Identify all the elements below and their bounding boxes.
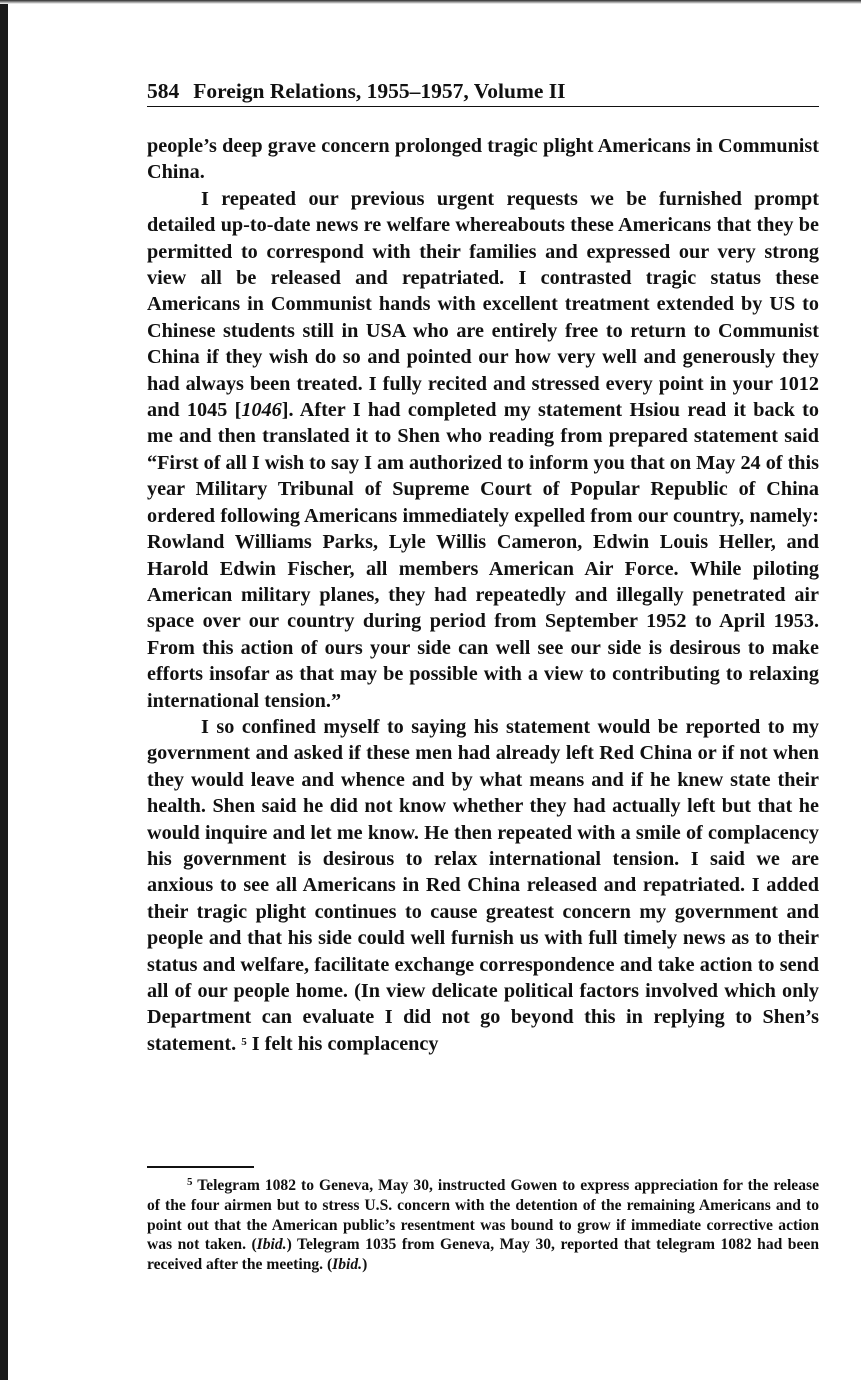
footnote-marker: 5: [187, 1176, 193, 1188]
paragraph-3-text-a: I so confined myself to saying his statement would be reported to my government and asked if these men had already left Red China or if not when they would leave and whence and by what means and if he knew state their health. Shen said he did not know whether they had actually left but that he would inquire and let me know. He then repeated with a smile of complacency his government is desirous to relax international tension. I said we are anxious to see all Americans in Red China released and repatriated. I added their tragic plight continues to cause greatest concern my government and people and that his side could well furnish us with full timely news as to their status and welfare, facilitate exchange correspondence and take action to send all of our people home. (In view delicate political factors involved which only Department can evaluate I did not go beyond this in replying to Shen’s statement.: [147, 715, 819, 1055]
document-body: [147, 133, 819, 1057]
footnote-ibid-1: Ibid.: [256, 1236, 287, 1254]
running-title: Foreign Relations, 1955–1957, Volume II: [193, 79, 566, 103]
page-number: 584: [147, 79, 180, 103]
paragraph-2: [147, 186, 819, 714]
footnote-ibid-2: Ibid.: [332, 1256, 363, 1274]
footnote-text-b: ) Telegram 1035 from Geneva, May 30, reported that telegram 1082 had been received after the meeting. (: [147, 1236, 819, 1274]
paragraph-2-text-a: I repeated our previous urgent requests we be furnished prompt detailed up-to-date news re welfare whereabouts these Americans that they be permitted to correspond with their families and expressed our very strong view all be released and repatriated. I contrasted tragic status these Americans in Communist hands with excellent treatment extended by US to Chinese students still in USA who are entirely free to return to Communist China if they wish do so and pointed our how very well and generously they had always been treated. I fully recited and stressed every point in your 1012 and 1045 [: [147, 187, 819, 422]
paragraph-1: people’s deep grave concern prolonged tragic plight Americans in Communist China.: [147, 135, 819, 184]
footnote-text-a: Telegram 1082 to Geneva, May 30, instructed Gowen to express appreciation for the release of the four airmen but to stress U.S. concern with the detention of the remaining Americans and to point out that the American public’s resentment was bound to grow if immediate corrective action was not taken. (: [147, 1177, 819, 1254]
running-header: [147, 76, 819, 107]
footnote-reference: 5: [241, 1035, 247, 1048]
paragraph-2-italic-ref: 1046: [241, 399, 282, 422]
footnote-text-c: ): [362, 1256, 368, 1274]
paragraph-3-text-b: I felt his complacency: [246, 1032, 439, 1055]
paragraph-2-text-b: ]. After I had completed my statement Hsiou read it back to me and then translated it to Shen who reading from prepared statement said “First of all I wish to say I am authorized to inform you that on May 24 of this year Military Tribunal of Supreme Court of Popular Republic of China ordered following Americans immediately expelled from our country, namely: Rowland Williams Parks, Lyle Willis Cameron, Edwin Louis Heller, and Harold Edwin Fischer, all members American Air Force. While piloting American military planes, they had repeatedly and illegally penetrated air space over our country during period from September 1952 to April 1953. From this action of ours your side can well see our side is desirous to make efforts insofar as that may be possible with a view to contributing to relaxing international tension.”: [147, 399, 819, 712]
scan-left-edge: [0, 0, 8, 1380]
scan-top-edge: [0, 0, 861, 4]
footnote: [147, 1176, 819, 1275]
footnote-rule: [147, 1166, 254, 1168]
paragraph-3: [147, 714, 819, 1057]
